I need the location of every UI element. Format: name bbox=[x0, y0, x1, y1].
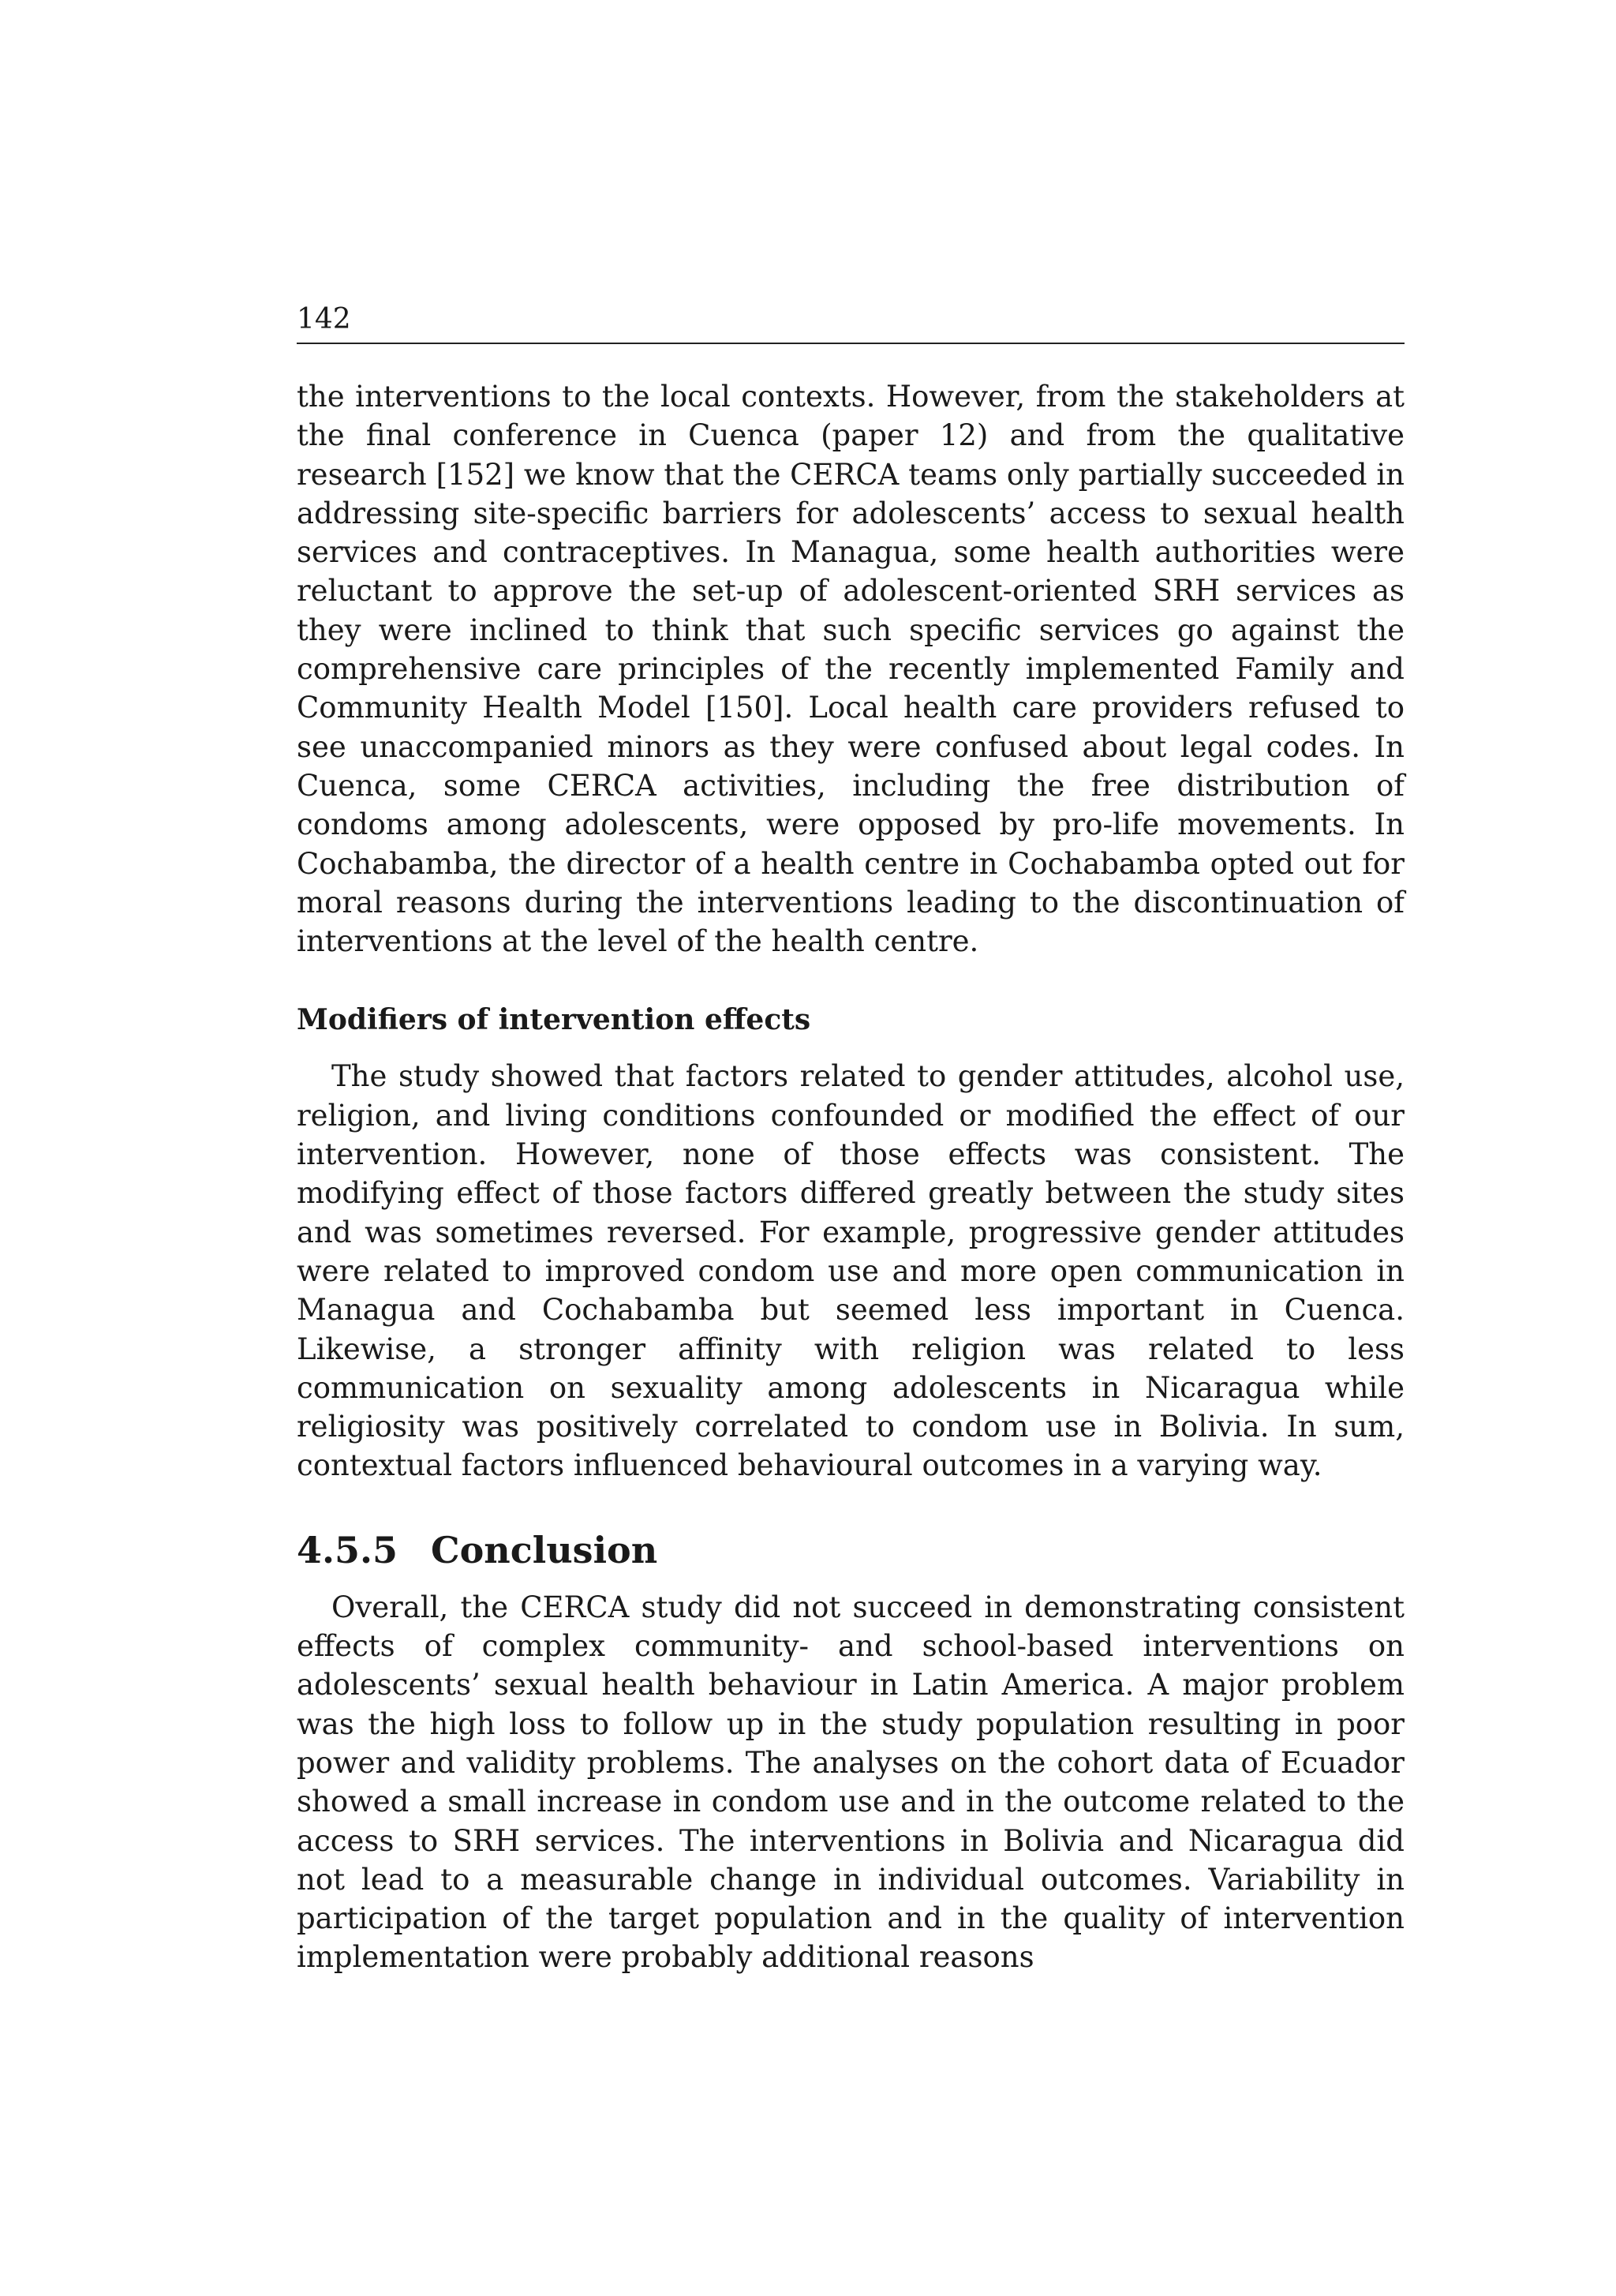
modifiers-heading: Modifiers of intervention effects bbox=[297, 1003, 811, 1037]
document-page bbox=[297, 300, 1405, 1977]
section-title: Conclusion bbox=[431, 1528, 658, 1571]
section-number: 4.5.5 bbox=[297, 1528, 398, 1571]
conclusion-heading bbox=[297, 1526, 1405, 1574]
page-number: 142 bbox=[297, 303, 351, 335]
conclusion-paragraph: Overall, the CERCA study did not succeed in demonstrating consistent effects of complex community- and school-based interventions on adolescents’ sexual health behaviour in Latin America. A major problem was the high loss to follow up in the study population resulting in poor power and validity problems. The analyses on the cohort data of Ecuador showed a small increase in condom use and in the outcome related to the access to SRH services. The interventions in Bolivia and Nicaragua did not lead to a measurable change in individual outcomes. Variability in participation of the target population and in the quality of intervention implementation were probably additional reasons bbox=[297, 1590, 1405, 1975]
intro-paragraph: the interventions to the local contexts. However, from the stakeholders at the final conference in Cuenca (paper 12) and from the qualitative research [152] we know that the CERCA teams only partially succeeded in addressing site-specific barriers for adolescents’ access to sexual health services and contraceptives. In Managua, some health authorities were reluctant to approve the set-up of adolescent-oriented SRH services as they were inclined to think that such specific services go against the comprehensive care principles of the recently implemented Family and Community Health Model [150]. Local health care providers refused to see unaccompanied minors as they were confused about legal codes. In Cuenca, some CERCA activities, including the free distribution of condoms among adolescents, were opposed by pro-life movements. In Cochabamba, the director of a health centre in Cochabamba opted out for moral reasons during the interventions leading to the discontinuation of interventions at the level of the health centre. bbox=[297, 380, 1405, 959]
modifiers-paragraph: The study showed that factors related to gender attitudes, alcohol use, religion, and living conditions confounded or modified the effect of our intervention. However, none of those effects was consistent. The modifying effect of those factors differed greatly between the study sites and was sometimes reversed. For example, progressive gender attitudes were related to improved condom use and more open communication in Managua and Cochabamba but seemed less important in Cuenca. Likewise, a stronger affinity with religion was related to less communication on sexuality among adolescents in Nicaragua while religiosity was positively correlated to condom use in Bolivia. In sum, contextual factors influenced behavioural outcomes in a varying way. bbox=[297, 1059, 1405, 1483]
header-rule bbox=[297, 343, 1405, 344]
